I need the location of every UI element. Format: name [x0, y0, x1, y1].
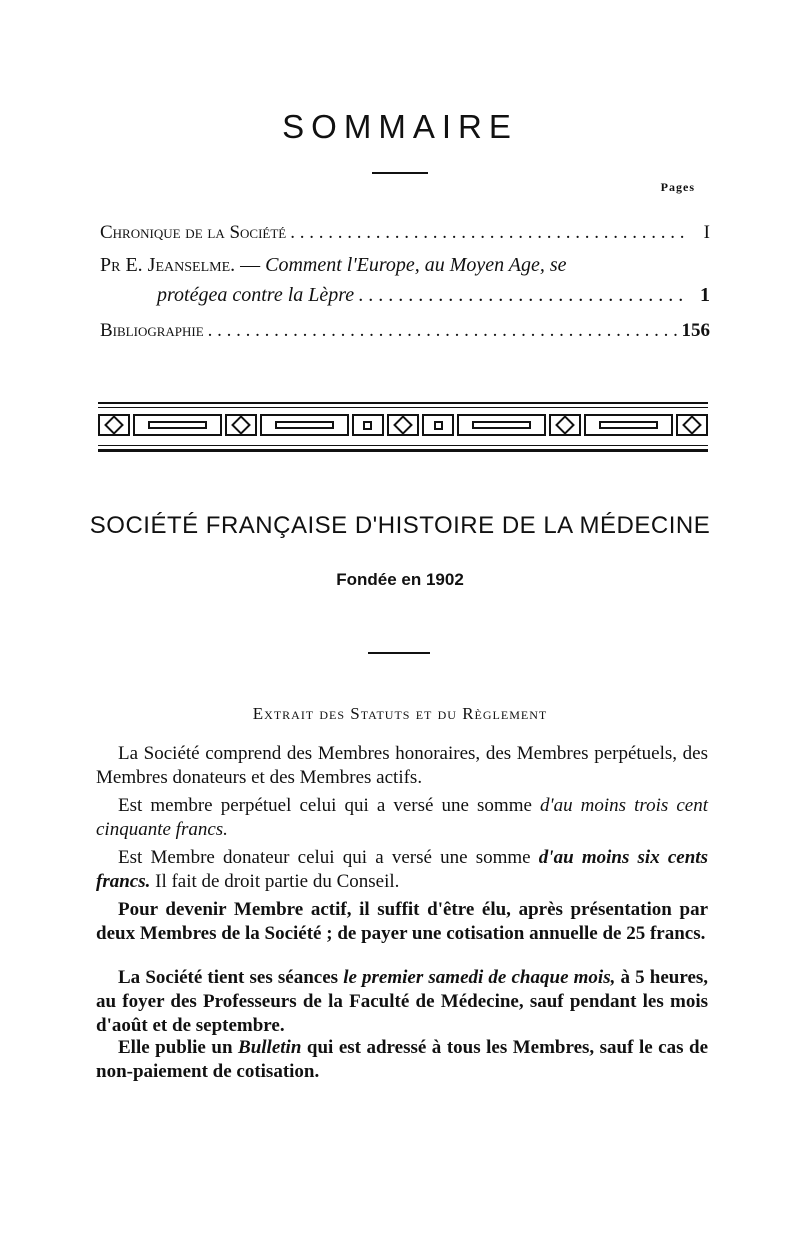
- toc-entry-jeanselme-line2[interactable]: [157, 284, 710, 307]
- ornamental-border: [98, 400, 708, 460]
- paragraph-meetings: [96, 966, 708, 1038]
- frieze-bar-cell: [584, 414, 673, 436]
- paragraph-emphasis: Bulletin: [238, 1037, 302, 1058]
- frieze-bar-cell: [457, 414, 546, 436]
- paragraph-perpetual: [96, 794, 708, 842]
- toc-page-number: I: [703, 222, 710, 243]
- paragraph-text: à 5 heures, au foyer des Professeurs de la Faculté de Médecine, sauf pendant les mois d'août et de septembre.: [96, 967, 709, 1036]
- paragraph-bulletin: [96, 1036, 708, 1084]
- frieze-diamond-cell: [549, 414, 581, 436]
- paragraph-text: Pour devenir Membre actif, il suffit d'être élu, après présentation par deux Membres de la Société ; de payer une cotisation annuelle de 25 francs.: [96, 899, 708, 944]
- paragraph-emphasis: le premier samedi de chaque mois,: [343, 967, 616, 988]
- paragraph-text: qui est adressé à tous les Membres, sauf le cas de non-paiement de cotisation.: [96, 1037, 709, 1082]
- toc-leader-dots: [290, 222, 688, 244]
- toc-leader-dots: [358, 284, 688, 307]
- toc-label: Bibliographie: [100, 320, 204, 341]
- frieze-diamond-cell: [98, 414, 130, 436]
- toc-author: Pr E. Jeanselme.: [100, 254, 236, 276]
- toc-entry-chronique[interactable]: [100, 222, 710, 244]
- toc-label: Chronique de la Société: [100, 222, 287, 243]
- toc-leader-dots: [208, 320, 678, 342]
- pages-column-label: Pages: [660, 180, 695, 194]
- section-divider: [368, 652, 430, 654]
- paragraph-donor: [96, 846, 708, 894]
- frieze-bar-cell: [133, 414, 222, 436]
- toc-page-number: 156: [681, 320, 710, 341]
- frieze-square-cell: [422, 414, 454, 436]
- paragraph-text: La Société comprend des Membres honoraires, des Membres perpétuels, des Membres donateurs et des Membres actifs.: [96, 743, 708, 788]
- toc-page-number: 1: [700, 284, 710, 306]
- toc-article-title-line2: protégea contre la Lèpre: [157, 284, 355, 306]
- paragraph-emphasis: d'au moins trois cent cinquante francs.: [96, 795, 709, 840]
- title-divider: [372, 172, 428, 174]
- toc-article-title-line1: Comment l'Europe, au Moyen Age, se: [265, 254, 567, 276]
- frieze-diamond-cell: [387, 414, 419, 436]
- border-frieze: [98, 414, 708, 440]
- border-rule-top-thin: [98, 407, 708, 408]
- frieze-bar-cell: [260, 414, 349, 436]
- paragraph-emphasis: d'au moins six cents francs.: [96, 847, 708, 892]
- paragraph-text: Est Membre donateur celui qui a versé une somme: [118, 847, 531, 868]
- page-title: SOMMAIRE: [282, 108, 518, 145]
- society-name-heading: SOCIÉTÉ FRANÇAISE D'HISTOIRE DE LA MÉDECINE: [89, 512, 711, 539]
- toc-entry-bibliographie[interactable]: [100, 320, 710, 342]
- border-rule-bottom: [98, 449, 708, 452]
- toc-entry-jeanselme-line1[interactable]: Pr E. Jeanselme. — Comment l'Europe, au Moyen Age, se: [100, 254, 567, 276]
- paragraph-text: Il fait de droit partie du Conseil.: [155, 871, 400, 892]
- frieze-diamond-cell: [225, 414, 257, 436]
- paragraph-membership: [96, 742, 708, 790]
- paragraph-active-member: [96, 898, 708, 946]
- border-rule-top: [98, 402, 708, 404]
- paragraph-text: Est membre perpétuel celui qui a versé une somme: [118, 795, 532, 816]
- frieze-diamond-cell: [676, 414, 708, 436]
- frieze-square-cell: [352, 414, 384, 436]
- extract-heading: Extrait des Statuts et du Règlement: [252, 704, 548, 723]
- paragraph-text: La Société tient ses séances: [118, 967, 339, 988]
- founded-subtitle: Fondée en 1902: [336, 570, 464, 589]
- paragraph-text: Elle publie un: [118, 1037, 233, 1058]
- border-rule-bottom-thin: [98, 445, 708, 446]
